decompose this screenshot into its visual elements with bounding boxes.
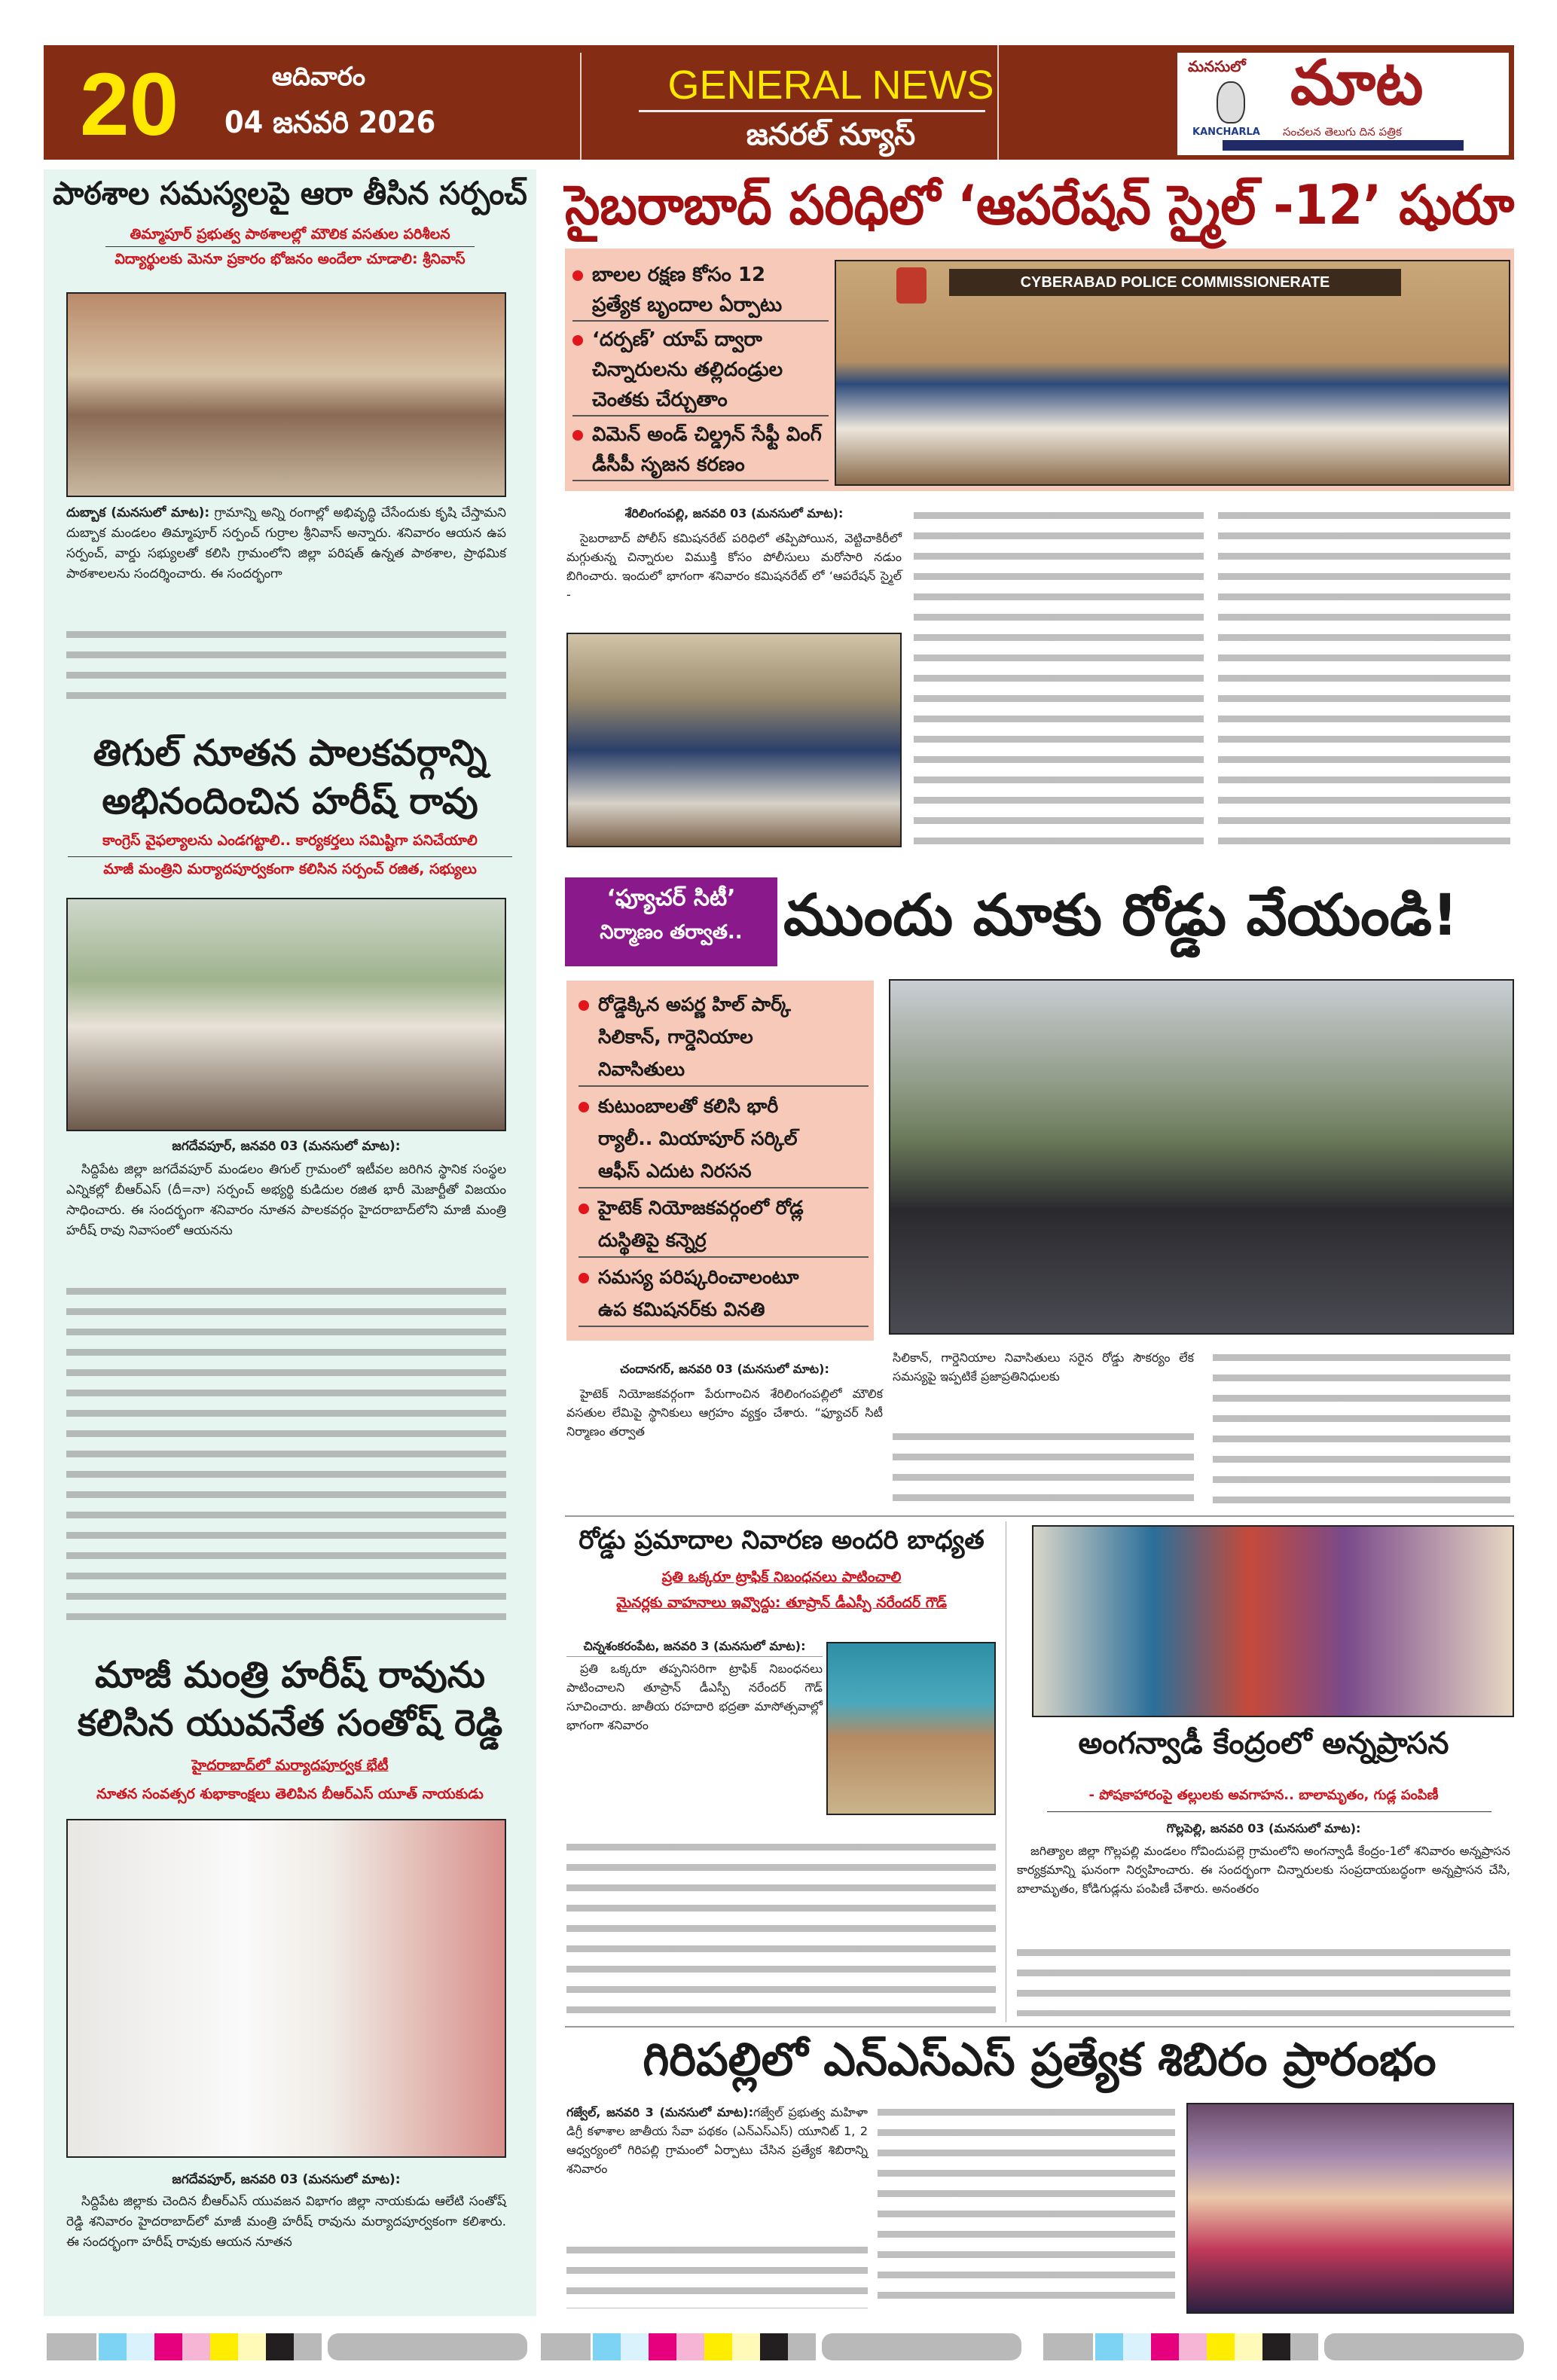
color-swatch <box>127 2333 154 2360</box>
article-body: జగిత్యాల జిల్లా గొల్లపల్లి మండలం గోవిందుపల్లె గ్రామంలోని అంగన్వాడీ కేంద్రం-1లో శనివారం అన్నప్రాసన కార్యక్రమాన్ని ఘనంగా నిర్వహించారు. ఈ సందర్భంగా చిన్నారులకు సంప్రదాయబద్ధంగా అన్నప్రాసన చేసి, బాలామృతం, కోడిగుడ్లను పంపిణీ చేశారు. అనంతరం <box>1017 1844 1510 1896</box>
article-body: సైబరాబాద్ పోలీస్ కమిషనరేట్ పరిధిలో తప్పిపోయిన, వెట్టిచాకిరీలో మగ్గుతున్న చిన్నారుల విముక్తి కోసం పోలీసులు మరోసారి నడుం బిగించారు. ఇందులో భాగంగా శనివారం కమిషనరేట్ లో ‘ఆపరేషన్ స్మైల్ - <box>566 531 902 602</box>
article-body-continued <box>893 1427 1194 1505</box>
article-body-continued <box>878 2103 1175 2308</box>
article-body-continued <box>914 506 1204 847</box>
logo-tagline: సంచలన తెలుగు దిన పత్రిక <box>1283 125 1402 139</box>
headline: ముందు మాకు రోడ్డు వేయండి! <box>783 881 1458 948</box>
section-title-te: జనరల్ న్యూస్ <box>746 117 916 152</box>
bullet-item <box>579 1192 869 1258</box>
bullet-text: ‘దర్పణ్’ యాప్ ద్వారా <box>592 328 762 351</box>
subheadline: ప్రతి ఒక్కరూ ట్రాఫిక్ నిబంధనలు పాటించాలి <box>661 1569 902 1585</box>
bullet-icon <box>579 1102 589 1112</box>
color-swatch <box>1123 2333 1151 2360</box>
color-swatch <box>99 2333 127 2360</box>
bullet-text: ప్రత్యేక బృందాల ఏర్పాటు <box>572 290 829 322</box>
tag-line: నిర్మాణం తర్వాత.. <box>600 921 743 944</box>
bullet-text: ర్యాలీ.. మియాపూర్ సర్కిల్ <box>598 1127 798 1149</box>
bullet-line <box>572 260 829 290</box>
color-swatch <box>294 2333 322 2360</box>
police-emblem-icon <box>896 267 927 304</box>
bullet-icon <box>572 270 583 281</box>
bullet-text: ఉప కమిషనర్‌కు వినతి <box>579 1293 869 1327</box>
bullet-icon <box>579 1273 589 1283</box>
subheadline: నూతన సంవత్సర శుభాకాంక్షలు తెలిపిన బీఆర్ఎస్ యూత్ నాయకుడు <box>96 1786 484 1802</box>
lead-headline: సైబరాబాద్ పరిధిలో ‘ఆపరేషన్ స్మైల్ -12’ షురూ <box>565 173 1515 236</box>
bullet-text: విమెన్ అండ్ చిల్డ్రన్ సేఫ్టీ వింగ్ <box>592 423 822 446</box>
subheadline: మైనర్లకు వాహనాలు ఇవ్వొద్దు: తూప్రాన్ డీఎస్పీ నరేందర్ గౌడ్ <box>616 1594 947 1611</box>
bullet-text: రోడ్డెక్కిన అపర్ణ హిల్ పార్క్ <box>598 993 791 1015</box>
divider <box>1047 1811 1491 1812</box>
dateline: గజ్వేల్, జనవరి 3 (మనసులో మాట): <box>566 2105 754 2119</box>
dateline: శేరిలింగంపల్లి, జనవరి 03 (మనసులో మాట): <box>624 506 844 520</box>
color-swatch <box>1235 2333 1262 2360</box>
color-swatch <box>1043 2333 1093 2360</box>
day-label: ఆదివారం <box>271 62 366 92</box>
color-swatch <box>788 2333 816 2360</box>
headline-line: అభినందించిన హరీష్ రావు <box>102 780 478 822</box>
divider <box>580 53 582 160</box>
bullet-text: సమస్య పరిష్కరించాలంటూ <box>598 1266 799 1288</box>
color-swatch <box>1290 2333 1318 2360</box>
page-number: 20 <box>80 55 179 154</box>
headline: రోడ్డు ప్రమాదాల నివారణ అందరి బాధ్యత <box>579 1525 985 1555</box>
logo-bar <box>1223 140 1464 151</box>
color-swatch <box>1179 2333 1207 2360</box>
photo-conference-hall <box>566 633 902 847</box>
subheadline: తిమ్మాపూర్ ప్రభుత్వ పాఠశాలల్లో మౌలిక వసతుల పరిశీలన <box>130 226 450 243</box>
dateline: చందానగర్, జనవరి 03 (మనసులో మాట): <box>620 1362 829 1376</box>
logo-main-text: మాట <box>1290 47 1424 119</box>
bullet-text: బాలల రక్షణ కోసం 12 <box>592 264 766 286</box>
photo-police-press-meet <box>835 260 1510 486</box>
headline <box>53 729 527 825</box>
divider <box>68 856 512 857</box>
dateline: చిన్నశంకరంపేట, జనవరి 3 (మనసులో మాట): <box>566 1639 823 1657</box>
color-swatch <box>649 2333 676 2360</box>
bullet-line <box>572 420 829 450</box>
grey-patch <box>822 2333 1021 2360</box>
bullet-text: దుస్థితిపై కన్నెర్ర <box>579 1224 869 1258</box>
divider <box>565 2026 1514 2028</box>
photo-dsp-narender-goud <box>826 1642 996 1815</box>
headline-line: కలిసిన యువనేత సంతోష్ రెడ్డి <box>77 1702 503 1744</box>
photo-nss-camp <box>1186 2103 1514 2314</box>
divider <box>639 110 985 112</box>
photo-anganwadi-event <box>1032 1525 1514 1717</box>
article-body-continued <box>1218 506 1510 847</box>
bullet-icon <box>579 1204 589 1214</box>
bullet-icon <box>572 430 583 441</box>
color-swatch <box>182 2333 210 2360</box>
headline-line: మాజీ మంత్రి హరీష్ రావును <box>94 1654 486 1696</box>
article-body-continued <box>66 625 506 706</box>
dateline: జగదేవపూర్, జనవరి 03 (మనసులో మాట): <box>172 1139 401 1154</box>
tag-line: ‘ఫ్యూచర్ సిటీ’ <box>606 885 736 911</box>
article-body: హైటెక్ నియోజకవర్గంగా పేరుగాంచిన శేరిలింగంపల్లిలో మౌలిక వసతుల లేమిపై స్థానికులు ఆగ్రహం వ్యక్తం చేశారు. “ఫ్యూచర్ సిటీ నిర్మాణం తర్వాత <box>566 1387 883 1439</box>
bullet-icon <box>572 335 583 346</box>
color-swatch <box>541 2333 591 2360</box>
grey-patch <box>1324 2333 1524 2360</box>
article-body-continued <box>566 2241 868 2308</box>
article-body-continued <box>66 1282 506 1633</box>
article-body: సిలికాన్, గార్డెనియాల నివాసితులు సరైన రోడ్డు సౌకర్యం లేక సమస్యపై ఇప్పటికే ప్రజాప్రతినిధులకు <box>893 1350 1194 1384</box>
headline: పాఠశాల సమస్యలపై ఆరా తీసిన సర్పంచ్ <box>53 175 527 212</box>
bullet-text: చెంతకు చేర్చుతాం <box>572 385 829 416</box>
divider <box>105 246 475 247</box>
photo-banner: CYBERABAD POLICE COMMISSIONERATE <box>949 269 1401 296</box>
story-tag <box>565 877 777 966</box>
color-swatch <box>621 2333 649 2360</box>
article-body-text: గజ్వేల్ ప్రభుత్వ మహిళా డిగ్రీ కళాశాల జాతీయ సేవా పథకం (ఎన్ఎస్ఎస్) యూనిట్ 1, 2 ఆధ్వర్యంలో గిరిపల్లి గ్రామంలో ఏర్పాటు చేసిన ప్రత్యేక శిబిరాన్ని శనివారం <box>566 2105 868 2176</box>
logo-small-text: మనసులో <box>1188 57 1246 75</box>
bullet-text: కుటుంబాలతో కలిసి భారీ <box>598 1095 779 1117</box>
bullet-icon <box>579 1000 589 1011</box>
bullet-text: నివాసితులు <box>579 1053 869 1087</box>
color-swatch <box>47 2333 96 2360</box>
newspaper-logo <box>1177 47 1509 155</box>
lead-bullets <box>572 260 829 484</box>
bullet-line <box>579 1192 869 1224</box>
photo-school-visit <box>66 292 506 497</box>
section-title-en: GENERAL NEWS <box>667 63 994 108</box>
color-swatch <box>704 2333 732 2360</box>
color-swatch <box>210 2333 238 2360</box>
color-swatch <box>1095 2333 1123 2360</box>
headline-line: తిగుల్ నూతన పాలకవర్గాన్ని <box>93 732 487 774</box>
article-body: గ్రామాన్ని అన్ని రంగాల్లో అభివృద్ధి చేసేందుకు కృషి చేస్తామని దుబ్బాక మండలం తిమ్మాపూర్ సర్పంచ్ గుర్రాల శ్రీనివాస్ అన్నారు. శనివారం ఆయన ఉప సర్పంచ్, వార్డు సభ్యులతో కలిసి గ్రామంలోని జిల్లా పరిషత్ ఉన్నత పాఠశాల, ప్రాథమిక పాఠశాలలను సందర్శించారు. ఈ సందర్భంగా <box>66 505 506 581</box>
article-body-block <box>566 2103 868 2178</box>
photo-residents-protest <box>889 979 1514 1335</box>
date-label: 04 జనవరి 2026 <box>224 105 436 140</box>
bullet-line <box>572 325 829 355</box>
dateline: గొల్లపెల్లి, జనవరి 03 (మనసులో మాట): <box>1166 1821 1361 1835</box>
article-body-continued <box>1213 1348 1510 1505</box>
bullet-text: హైటెక్ నియోజకవర్గంలో రోడ్ల <box>598 1197 804 1219</box>
portrait-icon <box>1217 81 1245 124</box>
article-body: సిద్దిపేట జిల్లా జగదేవపూర్ మండలం తిగుల్ గ్రామంలో ఇటీవల జరిగిన స్థానిక సంస్థల ఎన్నికల్లో బీఆర్ఎస్ (దీ=నా) సర్పంచ్ అభ్యర్థి కుడిదుల రజిత భారీ మెజార్టీతో విజయం సాధించారు. ఈ సందర్భంగా శనివారం నూతన పాలకవర్గం హైదరాబాద్‌లోని మాజీ మంత్రి హరీష్ రావు నివాసంలో ఆయనను <box>66 1162 506 1238</box>
color-swatch <box>676 2333 704 2360</box>
bullet-text: ఆఫీస్ ఎదుట నిరసన <box>579 1155 869 1188</box>
article-body-continued <box>566 1838 996 2018</box>
bullet-line <box>579 1261 869 1293</box>
bullet-line <box>579 988 869 1021</box>
subheadline: - పోషకాహారంపై తల్లులకు అవగాహన.. బాలామృతం, గుడ్ల పంపిణీ <box>1088 1787 1439 1803</box>
color-swatch <box>732 2333 760 2360</box>
color-swatch <box>593 2333 621 2360</box>
color-swatch <box>1262 2333 1290 2360</box>
color-swatch <box>238 2333 266 2360</box>
bullet-text: చిన్నారులను తల్లిదండ్రుల <box>592 359 783 381</box>
article-body: సిద్దిపేట జిల్లాకు చెందిన బీఆర్ఎస్ యువజన విభాగం జిల్లా నాయకుడు ఆలేటి సంతోష్ రెడ్డి శనివారం హైదరాబాద్‌లో మాజీ మంత్రి హరీష్ రావును మర్యాదపూర్వకంగా కలిశారు. ఈ సందర్భంగా హరీష్ రావుకు ఆయన నూతన <box>66 2194 506 2250</box>
bullet-item <box>579 988 869 1087</box>
bullet-item <box>579 1261 869 1327</box>
color-swatch <box>1207 2333 1235 2360</box>
dateline: దుబ్బాక (మనసులో మాట): <box>66 505 210 520</box>
bullet-text: డీసీపీ సృజన కరణం <box>572 450 829 481</box>
bullet-item <box>572 260 829 322</box>
bullet-item <box>572 325 829 416</box>
grey-patch <box>328 2333 527 2360</box>
bullet-line <box>579 1090 869 1122</box>
headline: గిరిపల్లిలో ఎన్ఎస్ఎస్ ప్రత్యేక శిబిరం ప్రారంభం <box>643 2034 1436 2086</box>
color-swatch <box>154 2333 182 2360</box>
subheadline: మాజీ మంత్రిని మర్యాదపూర్వకంగా కలిసిన సర్పంచ్ రజిత, సభ్యులు <box>103 861 477 877</box>
dateline: జగదేవపూర్, జనవరి 03 (మనసులో మాట): <box>172 2172 401 2187</box>
logo-brand: KANCHARLA <box>1192 127 1260 138</box>
masthead <box>44 45 1514 160</box>
photo-harish-rao-meeting <box>66 898 506 1131</box>
bullet-text: సిలికాన్, గార్డెనియాల <box>598 1026 753 1048</box>
road-bullets <box>579 988 869 1330</box>
article-body-block <box>66 503 506 584</box>
article-body: ప్రతి ఒక్కరూ తప్పనిసరిగా ట్రాఫిక్ నిబంధనలు పాటించాలని తూప్రాన్ డీఎస్పీ నరేందర్ గౌడ్ సూచించారు. జాతీయ రహదారి భద్రతా మాసోత్సవాల్లో భాగంగా శనివారం <box>566 1661 823 1732</box>
article-body-continued <box>1017 1943 1510 2016</box>
bullet-item <box>572 420 829 481</box>
subheadline: విద్యార్థులకు మెనూ ప్రకారం భోజనం అందేలా చూడాలి: శ్రీనివాస్ <box>114 251 466 267</box>
subheadline: హైదరాబాద్‌లో మర్యాదపూర్వక భేటీ <box>191 1757 389 1774</box>
headline <box>53 1651 527 1747</box>
headline: అంగన్వాడీ కేంద్రంలో అన్నప్రాసన <box>1078 1726 1449 1761</box>
color-swatch <box>1151 2333 1179 2360</box>
color-swatch <box>266 2333 294 2360</box>
color-swatch <box>760 2333 788 2360</box>
bullet-item <box>579 1090 869 1188</box>
photo-santosh-reddy <box>66 1819 506 2158</box>
divider <box>565 1515 1514 1517</box>
subheadline: కాంగ్రెస్ వైఫల్యాలను ఎండగట్టాలి.. కార్యకర్తలు సమిష్టిగా పనిచేయాలి <box>102 832 478 849</box>
